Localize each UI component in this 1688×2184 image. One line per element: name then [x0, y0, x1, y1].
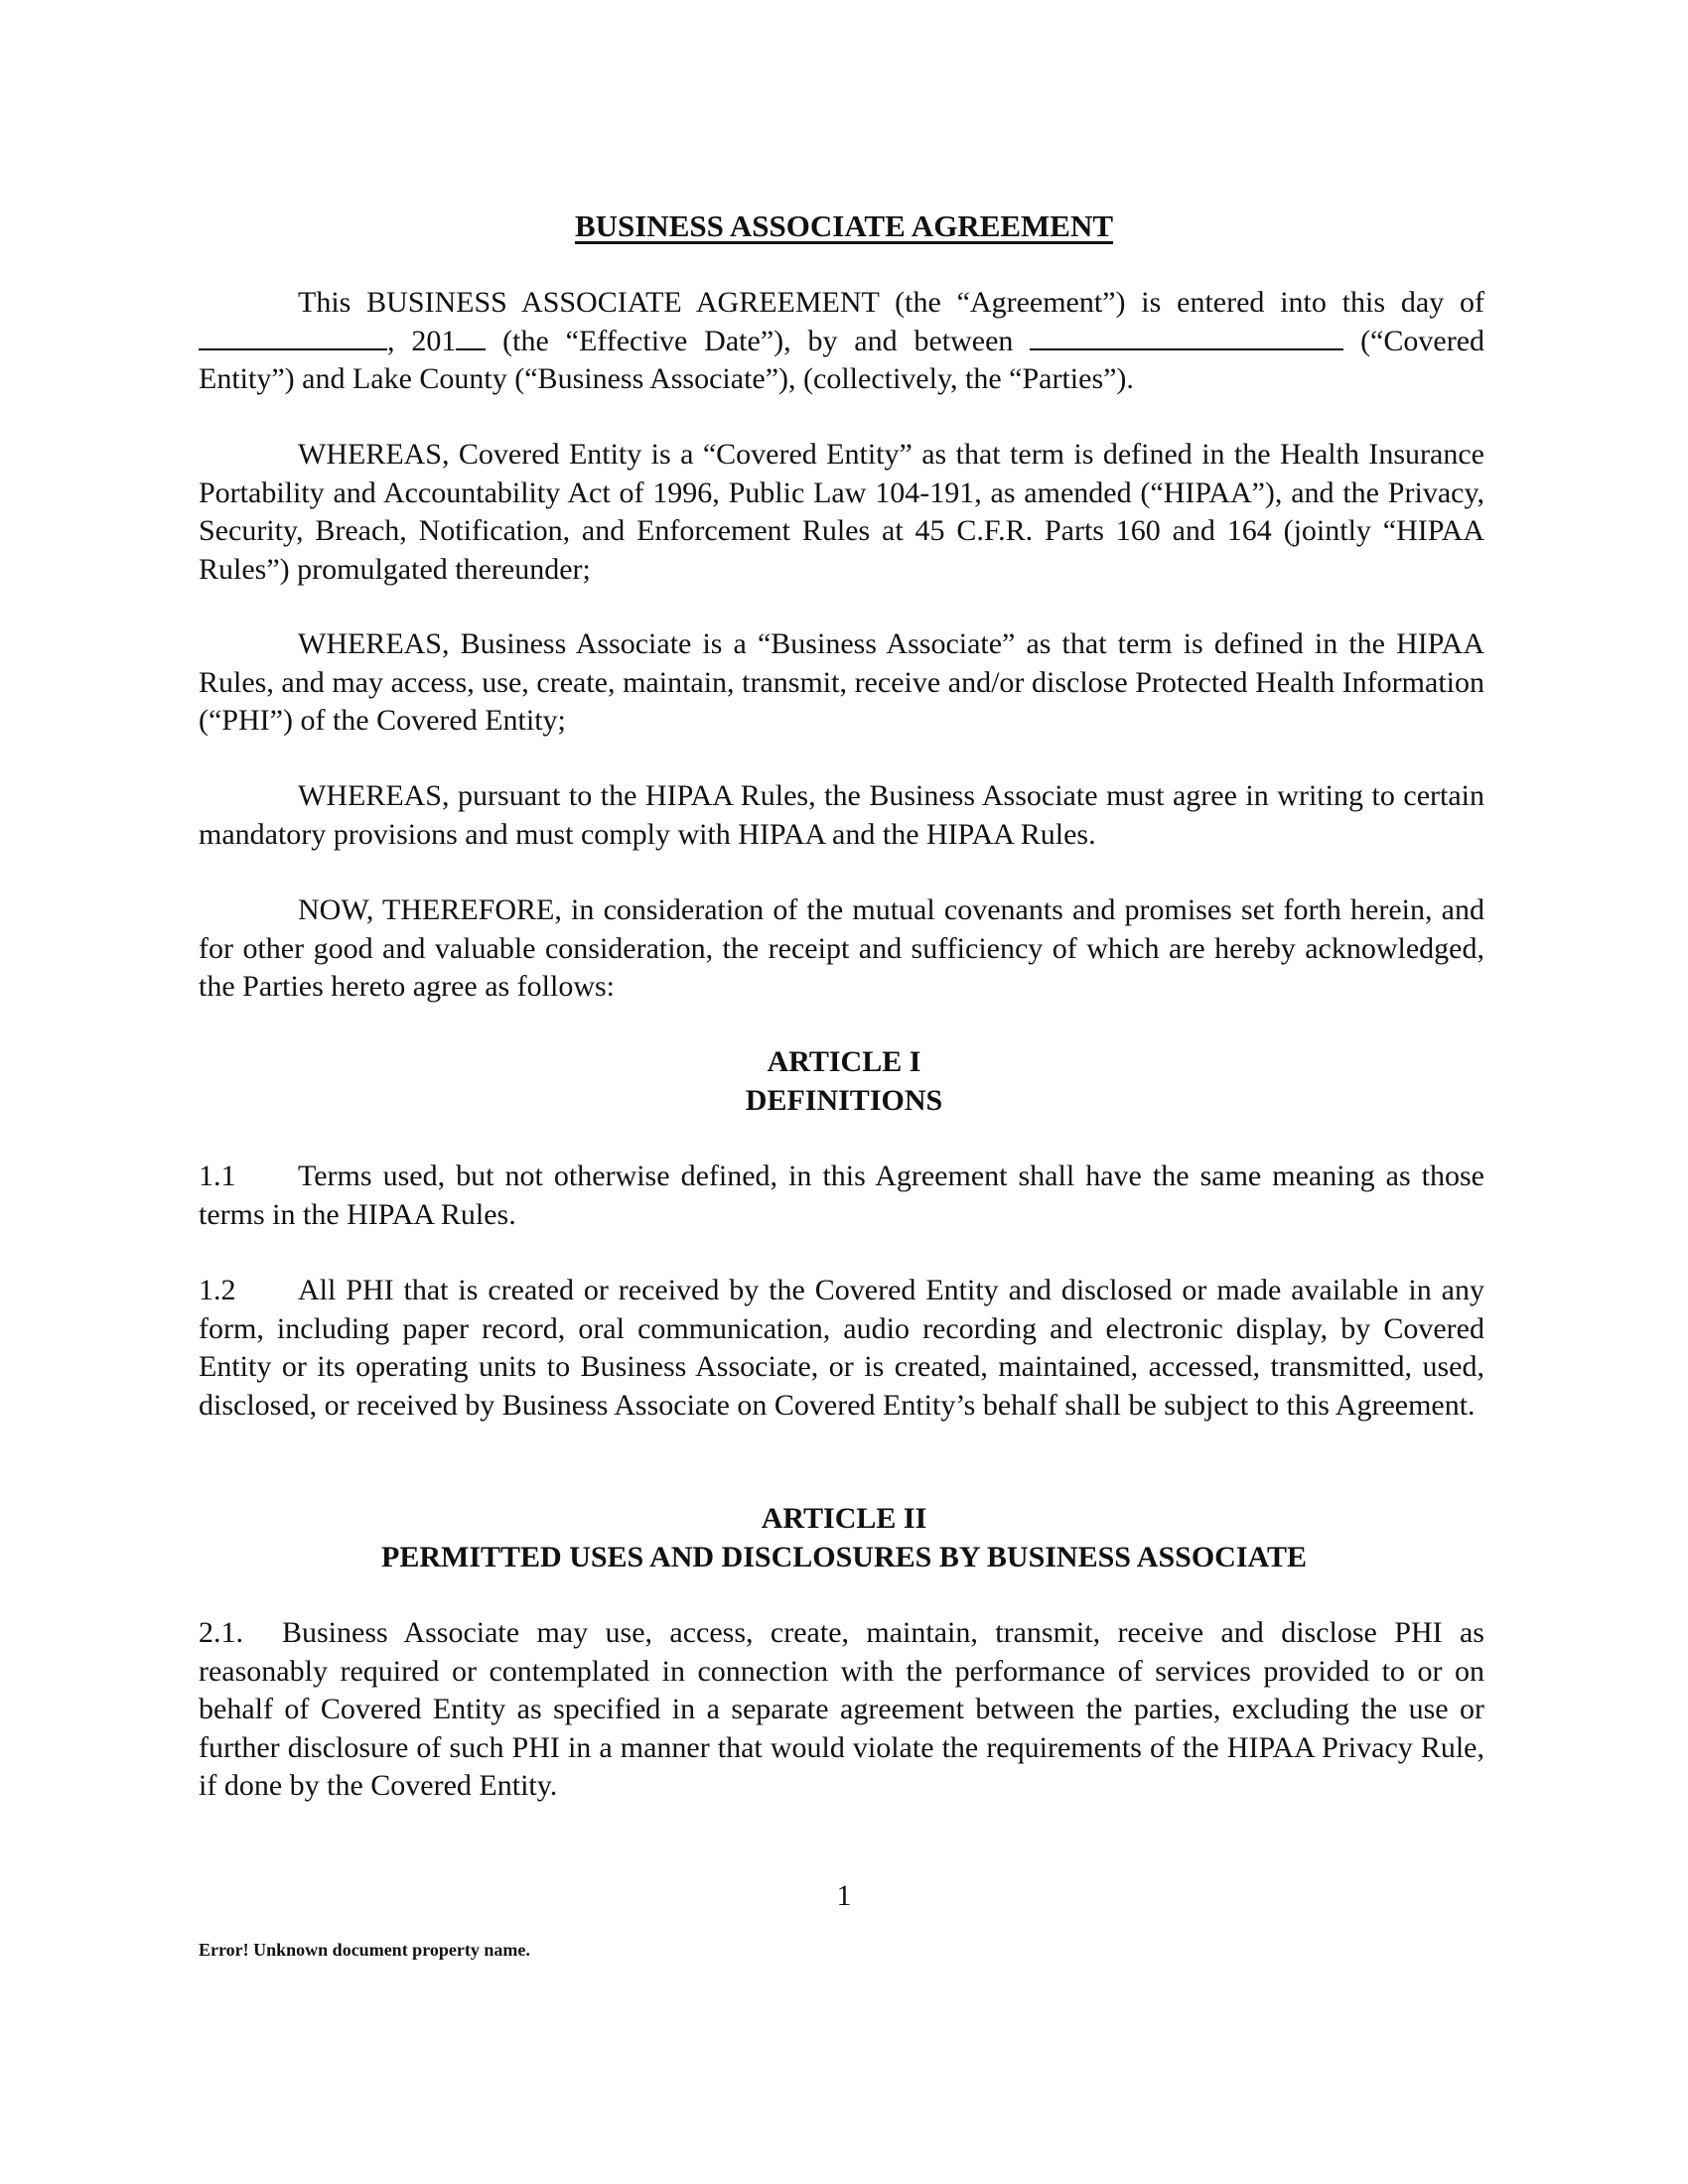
year-blank[interactable]: [456, 323, 486, 350]
intro-text-2: , 201: [387, 324, 457, 357]
now-therefore-paragraph: NOW, THEREFORE, in consideration of the mutual covenants and promises set forth herein, and for other good and valuable consideration, the receipt and sufficiency of which are hereby acknowledged, the Parties hereto agree as follows:: [199, 893, 1484, 1003]
intro-text-1: This BUSINESS ASSOCIATE AGREEMENT (the “Agreement”) is entered into this day of: [298, 286, 1484, 319]
covered-entity-blank[interactable]: [1030, 323, 1343, 350]
section-1-2: [199, 1272, 1484, 1425]
article-2-title: PERMITTED USES AND DISCLOSURES BY BUSINESS ASSOCIATE: [381, 1540, 1307, 1573]
section-number: 1.1: [199, 1160, 236, 1192]
article-1-label: ARTICLE I: [767, 1045, 921, 1078]
section-2-1: [199, 1614, 1484, 1806]
section-text: All PHI that is created or received by the Covered Entity and disclosed or made available in any form, including paper record, oral communication, audio recording and electronic display, by Covered Entity or its operating units to Business Associate, or is created, maintained, accessed, transmitted, used, disclosed, or received by Business Associate on Covered Entity’s behalf shall be subject to this Agreement.: [199, 1274, 1484, 1422]
section-1-1: [199, 1158, 1484, 1234]
date-blank[interactable]: [199, 323, 387, 350]
footer-error-text: Error! Unknown document property name.: [199, 1940, 530, 1960]
article-1-title: DEFINITIONS: [745, 1083, 943, 1117]
intro-text-4: (“Covered Entity”) and Lake County (“Business Associate”), (collectively, the “Parties”).: [199, 324, 1485, 395]
article-2-label: ARTICLE II: [761, 1502, 927, 1535]
section-text: Terms used, but not otherwise defined, in this Agreement shall have the same meaning as those terms in the HIPAA Rules.: [199, 1160, 1484, 1231]
article-2-heading: [0, 1500, 1688, 1576]
whereas-paragraph-3: WHEREAS, pursuant to the HIPAA Rules, the Business Associate must agree in writing to certain mandatory provisions and must comply with HIPAA and the HIPAA Rules.: [199, 779, 1484, 851]
whereas-paragraph-2: WHEREAS, Business Associate is a “Business Associate” as that term is defined in the HIPAA Rules, and may access, use, create, maintain, transmit, receive and/or disclose Protected Health Information (“PHI”) of the Covered Entity;: [199, 627, 1484, 737]
page-number: 1: [836, 1879, 852, 1912]
intro-paragraph: [199, 284, 1484, 399]
article-1-heading: [0, 1043, 1688, 1120]
section-number: 1.2: [199, 1274, 236, 1306]
section-text: Business Associate may use, access, create, maintain, transmit, receive and disclose PHI as reasonably required or contemplated in connection with the performance of services provided to or on behalf of Covered Entity as specified in a separate agreement between the parties, excluding the use or further disclosure of such PHI in a manner that would violate the requirements of the HIPAA Privacy Rule, if done by the Covered Entity.: [199, 1616, 1484, 1802]
document-title: BUSINESS ASSOCIATE AGREEMENT: [574, 208, 1114, 243]
intro-text-3: (the “Effective Date”), by and between: [486, 324, 1031, 357]
whereas-paragraph-1: WHEREAS, Covered Entity is a “Covered Entity” as that term is defined in the Health Insurance Portability and Accountability Act of 1996, Public Law 104-191, as amended (“HIPAA”), and the Privacy, Security, Breach, Notification, and Enforcement Rules at 45 C.F.R. Parts 160 and 164 (jointly “HIPAA Rules”) promulgated thereunder;: [199, 438, 1484, 586]
section-number: 2.1.: [199, 1616, 243, 1649]
